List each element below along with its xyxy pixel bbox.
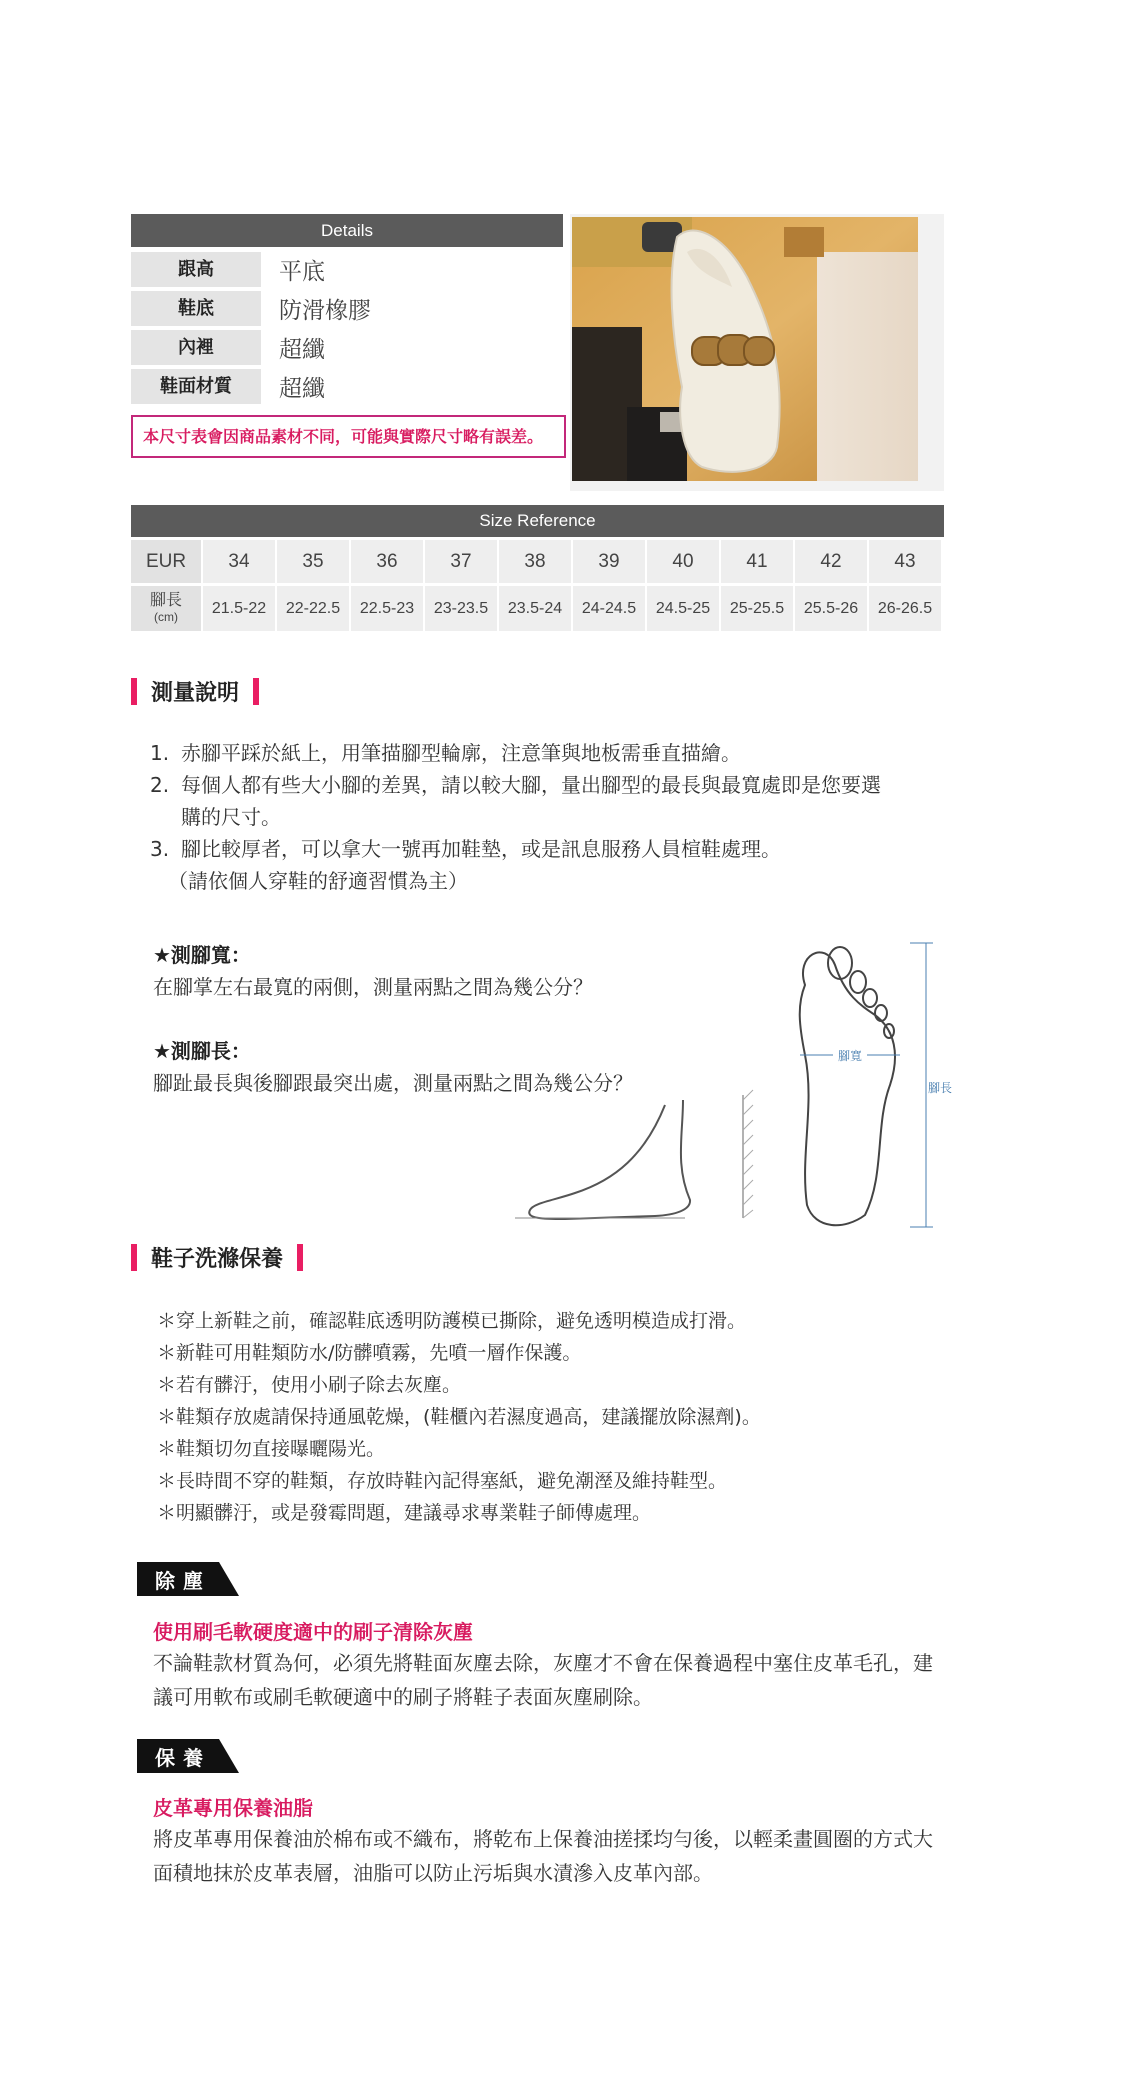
foot-measure-diagram bbox=[515, 935, 955, 1235]
details-value: 平底 bbox=[279, 259, 325, 285]
foot-width-title: ★測腳寬： bbox=[153, 943, 251, 967]
size-reference-table bbox=[131, 505, 944, 631]
details-value: 防滑橡膠 bbox=[279, 298, 371, 324]
measure-title: 測量說明 bbox=[151, 681, 240, 706]
diagram-width-label: 腳寬 bbox=[837, 1049, 863, 1063]
eur-size: 38 bbox=[499, 540, 571, 583]
dust-tag bbox=[137, 1562, 239, 1596]
measure-step: 1. 赤腳平踩於紙上，用筆描腳型輪廓，注意筆與地板需垂直描繪。 bbox=[150, 741, 741, 765]
eur-row bbox=[131, 540, 944, 583]
foot-width-text: 在腳掌左右最寬的兩側，測量兩點之間為幾公分？ bbox=[153, 975, 593, 999]
foot-length-text: 腳趾最長與後腳跟最突出處，測量兩點之間為幾公分？ bbox=[153, 1071, 633, 1095]
eur-size: 43 bbox=[869, 540, 941, 583]
details-row-lining bbox=[131, 328, 563, 367]
foot-length-value: 25.5-26 bbox=[795, 586, 867, 631]
eur-size: 41 bbox=[721, 540, 793, 583]
care-item: ＊明顯髒汙，或是發霉問題，建議尋求專業鞋子師傅處理。 bbox=[157, 1502, 652, 1524]
foot-length-value: 22-22.5 bbox=[277, 586, 349, 631]
details-value: 超纖 bbox=[279, 337, 325, 363]
foot-length-value: 25-25.5 bbox=[721, 586, 793, 631]
eur-size: 42 bbox=[795, 540, 867, 583]
eur-size: 39 bbox=[573, 540, 645, 583]
measure-steps bbox=[150, 737, 930, 897]
dust-text: 不論鞋款材質為何，必須先將鞋面灰塵去除，灰塵才不會在保養過程中塞住皮革毛孔，建議可用軟布或刷毛軟硬適中的刷子將鞋子表面灰塵刷除。 bbox=[153, 1651, 933, 1709]
care-item: ＊穿上新鞋之前，確認鞋底透明防護模已撕除，避免透明模造成打滑。 bbox=[157, 1310, 747, 1332]
care-item: ＊新鞋可用鞋類防水/防髒噴霧，先噴一層作保護。 bbox=[157, 1342, 582, 1364]
details-row-upper bbox=[131, 367, 563, 406]
dust-tag-label: 除塵 bbox=[155, 1569, 211, 1593]
details-value: 超纖 bbox=[279, 376, 325, 402]
maintain-heading: 皮革專用保養油脂 bbox=[153, 1796, 313, 1820]
details-row-heel bbox=[131, 250, 563, 289]
eur-size: 37 bbox=[425, 540, 497, 583]
foot-length-value: 24-24.5 bbox=[573, 586, 645, 631]
care-item: ＊長時間不穿的鞋類，存放時鞋內記得塞紙，避免潮溼及維持鞋型。 bbox=[157, 1470, 728, 1492]
maintain-tag-label: 保養 bbox=[155, 1746, 211, 1770]
care-item: ＊鞋類切勿直接曝曬陽光。 bbox=[157, 1438, 386, 1460]
details-label: 跟高 bbox=[131, 252, 261, 287]
details-row-sole bbox=[131, 289, 563, 328]
foot-length-value: 21.5-22 bbox=[203, 586, 275, 631]
care-item: ＊鞋類存放處請保持通風乾燥，(鞋櫃內若濕度過高，建議擺放除濕劑)。 bbox=[157, 1406, 761, 1428]
measure-step: 2. 每個人都有些大小腳的差異，請以較大腳，量出腳型的最長與最寬處即是您要選購的尺寸。 bbox=[150, 773, 881, 829]
eur-label: EUR bbox=[131, 540, 201, 583]
care-section-heading bbox=[131, 1242, 303, 1273]
eur-size: 34 bbox=[203, 540, 275, 583]
details-table bbox=[131, 214, 563, 406]
foot-length-title: ★測腳長： bbox=[153, 1039, 251, 1063]
details-label: 鞋面材質 bbox=[131, 369, 261, 404]
details-label: 內裡 bbox=[131, 330, 261, 365]
foot-length-value: 23.5-24 bbox=[499, 586, 571, 631]
details-header: Details bbox=[131, 214, 563, 247]
foot-length-label bbox=[131, 586, 201, 631]
product-photo bbox=[570, 214, 944, 491]
foot-length-unit: (cm) bbox=[153, 609, 178, 624]
heading-bar bbox=[131, 678, 137, 705]
dust-heading: 使用刷毛軟硬度適中的刷子清除灰塵 bbox=[153, 1620, 473, 1644]
measure-step: 3. 腳比較厚者，可以拿大一號再加鞋墊，或是訊息服務人員楦鞋處理。 bbox=[150, 837, 781, 861]
maintain-text: 將皮革專用保養油於棉布或不織布，將乾布上保養油搓揉均勻後，以輕柔畫圓圈的方式大面積地抹於皮革表層，油脂可以防止污垢與水漬滲入皮革內部。 bbox=[153, 1827, 933, 1885]
foot-length-label-text: 腳長 bbox=[149, 591, 182, 609]
measure-section-heading bbox=[131, 676, 259, 707]
care-item: ＊若有髒汙，使用小刷子除去灰塵。 bbox=[157, 1374, 462, 1396]
size-disclaimer-note: 本尺寸表會因商品素材不同，可能與實際尺寸略有誤差。 bbox=[131, 415, 566, 458]
loafer-shoe-image bbox=[572, 217, 918, 481]
maintain-tag bbox=[137, 1739, 239, 1773]
foot-length-value: 26-26.5 bbox=[869, 586, 941, 631]
care-title: 鞋子洗滌保養 bbox=[151, 1247, 284, 1272]
diagram-length-label: 腳長 bbox=[927, 1081, 953, 1095]
eur-size: 36 bbox=[351, 540, 423, 583]
eur-size: 40 bbox=[647, 540, 719, 583]
foot-length-value: 22.5-23 bbox=[351, 586, 423, 631]
care-list bbox=[157, 1305, 761, 1529]
foot-length-value: 24.5-25 bbox=[647, 586, 719, 631]
foot-length-value: 23-23.5 bbox=[425, 586, 497, 631]
measure-step-note: （請依個人穿鞋的舒適習慣為主） bbox=[168, 869, 468, 893]
heading-bar bbox=[131, 1244, 137, 1271]
eur-size: 35 bbox=[277, 540, 349, 583]
details-label: 鞋底 bbox=[131, 291, 261, 326]
heading-bar bbox=[253, 678, 259, 705]
heading-bar bbox=[297, 1244, 303, 1271]
size-reference-header: Size Reference bbox=[131, 505, 944, 537]
foot-length-row bbox=[131, 586, 944, 631]
